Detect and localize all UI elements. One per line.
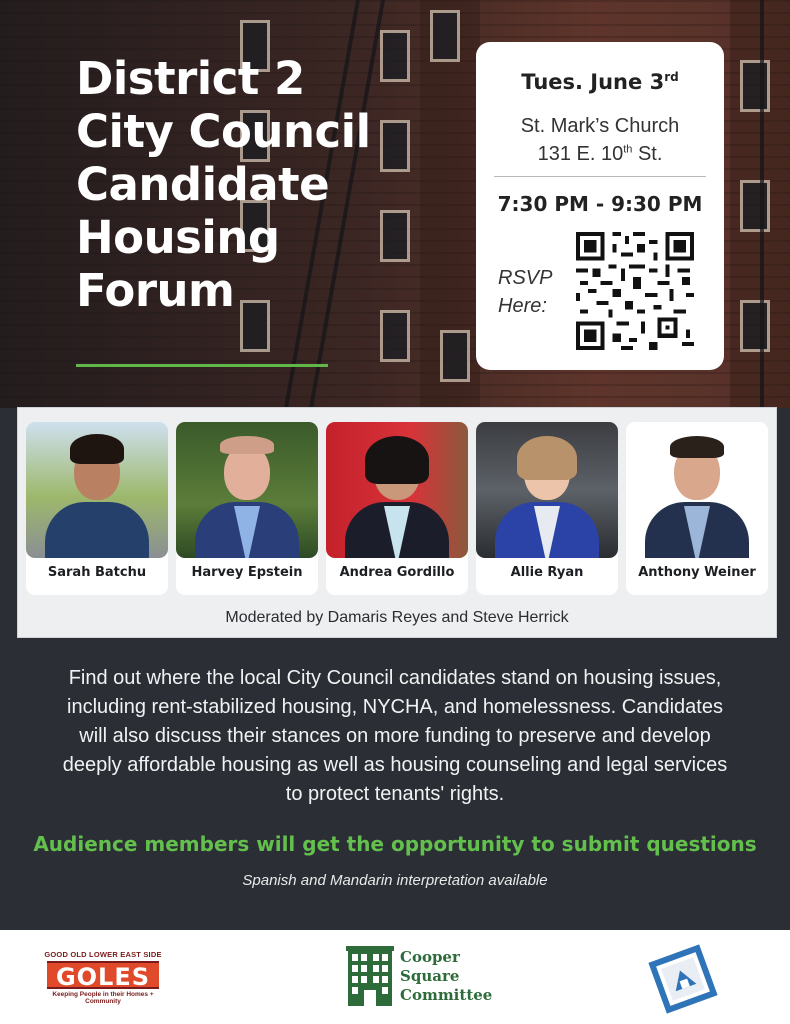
event-date-suffix: rd — [664, 70, 679, 84]
window — [380, 310, 410, 362]
candidate-name: Andrea Gordillo — [339, 565, 455, 580]
candidate-name: Anthony Weiner — [638, 565, 756, 580]
goles-logo-top: GOOD OLD LOWER EAST SIDE — [44, 950, 162, 959]
forum-description: Find out where the local City Council candidates stand on housing issues, including rent-stabilized housing, NYCHA, and homelessness. Candidates will also discuss their stances on more funding to preserve and develop deeply affordable housing as well as housing counseling and legal services to protect tenants' rights. — [62, 667, 728, 805]
forum-title — [76, 52, 466, 317]
candidate-name: Harvey Epstein — [191, 565, 303, 580]
event-time: 7:30 PM - 9:30 PM — [497, 192, 703, 216]
cooper-square-line: Committee — [400, 986, 493, 1004]
candidate-card — [626, 422, 768, 595]
window — [440, 330, 470, 382]
moderators-note: Moderated by Damaris Reyes and Steve Herrick — [225, 609, 569, 626]
candidate-card — [176, 422, 318, 595]
sponsor-footer — [0, 930, 790, 1024]
event-details-card — [476, 42, 724, 370]
rsvp-line: RSVP — [498, 267, 553, 289]
address-tail: St. — [632, 143, 663, 165]
qr-code-icon[interactable] — [576, 232, 694, 350]
fire-escape — [760, 0, 764, 408]
candidate-name: Sarah Batchu — [47, 565, 147, 580]
hero-banner — [0, 0, 790, 408]
title-line: Candidate — [76, 158, 330, 211]
event-date-text: Tues. June 3 — [521, 70, 665, 94]
title-line: District 2 — [76, 52, 305, 105]
divider — [494, 176, 706, 177]
community-land-trust-logo — [642, 938, 724, 1020]
building-icon — [346, 944, 394, 1008]
candidate-card — [26, 422, 168, 595]
goles-logo-tagline: Keeping People in their Homes + Community — [52, 991, 154, 1005]
window — [740, 300, 770, 352]
title-line: Forum — [76, 264, 235, 317]
address-suffix: th — [623, 143, 633, 156]
candidate-photo — [476, 422, 618, 558]
candidate-card — [326, 422, 468, 595]
event-date — [476, 70, 724, 94]
candidate-photo — [176, 422, 318, 558]
candidates-panel — [17, 407, 777, 638]
candidate-photo — [326, 422, 468, 558]
cooper-square-line: Cooper — [400, 948, 460, 966]
window — [740, 60, 770, 112]
interpretation-note: Spanish and Mandarin interpretation available — [242, 872, 548, 889]
address-main: 131 E. 10 — [537, 143, 624, 165]
goles-logo — [40, 950, 166, 1005]
venue-name: St. Mark’s Church — [520, 115, 680, 137]
candidate-photo — [26, 422, 168, 558]
cooper-square-label — [400, 948, 510, 1005]
goles-logo-word: GOLES — [47, 961, 159, 989]
candidate-card — [476, 422, 618, 595]
title-line: City Council — [76, 105, 371, 158]
title-line: Housing — [76, 211, 280, 264]
title-underline — [76, 364, 328, 367]
cooper-square-line: Square — [400, 967, 460, 985]
rsvp-line: Here: — [498, 295, 547, 317]
cooper-square-committee-logo — [346, 944, 506, 1008]
event-venue — [476, 112, 724, 168]
window — [740, 180, 770, 232]
venue-address — [476, 140, 724, 168]
candidate-photo — [626, 422, 768, 558]
candidate-name: Allie Ryan — [510, 565, 584, 580]
audience-note: Audience members will get the opportunity to submit questions — [33, 832, 757, 856]
rsvp-label — [498, 264, 558, 320]
